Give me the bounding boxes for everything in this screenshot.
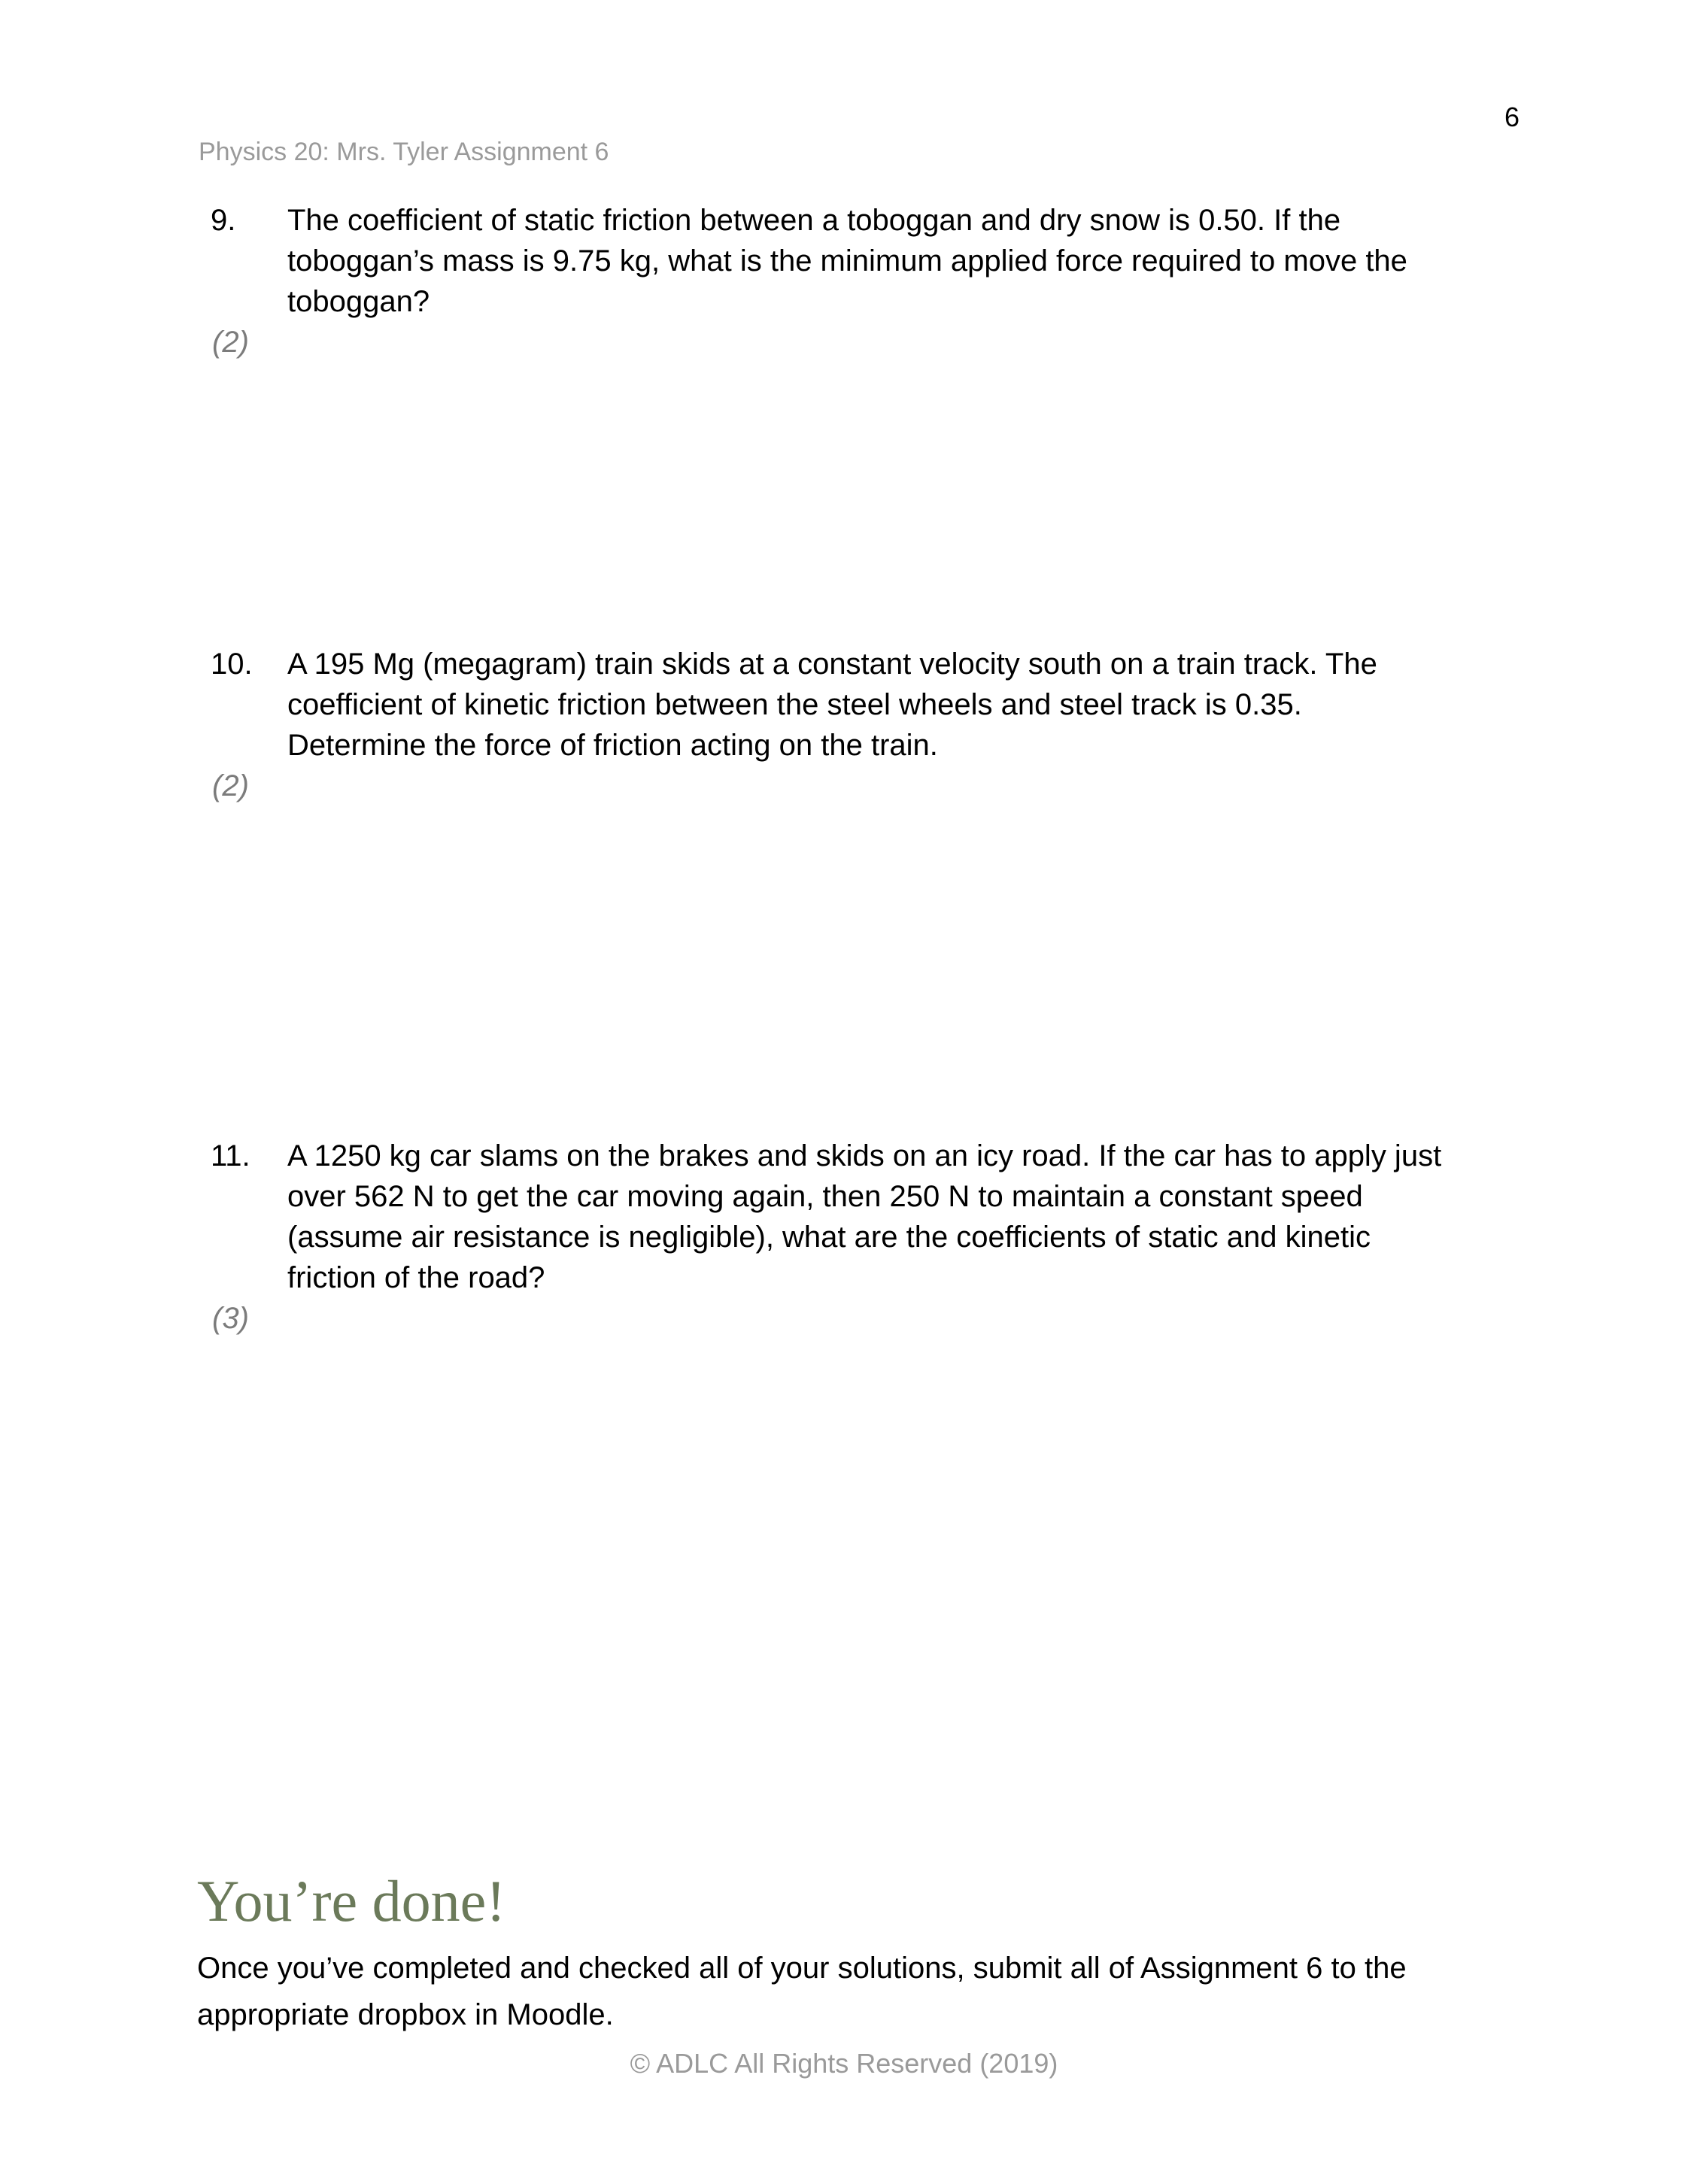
question-line: friction of the road?	[287, 1261, 545, 1294]
question-line: toboggan?	[287, 285, 430, 318]
question-text	[287, 200, 1641, 322]
done-heading: You’re done!	[197, 1868, 506, 1934]
question-line: (assume air resistance is negligible), what are the coefficients of static and kinetic	[287, 1221, 1371, 1254]
question-number: 9.	[211, 204, 236, 237]
question-line: Determine the force of friction acting on the train.	[287, 729, 938, 762]
question-marks: (2)	[212, 769, 249, 802]
question-line: A 195 Mg (megagram) train skids at a constant velocity south on a train track. The	[287, 648, 1377, 681]
question-line: over 562 N to get the car moving again, then 250 N to maintain a constant speed	[287, 1180, 1363, 1213]
instruction-line: appropriate dropbox in Moodle.	[197, 1998, 614, 2031]
copyright-footer: © ADLC All Rights Reserved (2019)	[630, 2048, 1058, 2079]
question-line: A 1250 kg car slams on the brakes and skids on an icy road. If the car has to apply just	[287, 1139, 1442, 1172]
page-number: 6	[1504, 102, 1520, 132]
question-number: 11.	[211, 1139, 250, 1172]
question-number: 10.	[211, 648, 253, 681]
question-marks: (2)	[212, 326, 249, 359]
question-text	[287, 644, 1641, 766]
question-line: The coefficient of static friction between a toboggan and dry snow is 0.50. If the	[287, 204, 1341, 237]
done-instructions	[197, 1945, 1551, 2038]
question-text	[287, 1136, 1641, 1298]
running-header: Physics 20: Mrs. Tyler Assignment 6	[199, 138, 609, 166]
question-marks: (3)	[212, 1302, 249, 1335]
question-line: toboggan’s mass is 9.75 kg, what is the minimum applied force required to move the	[287, 244, 1407, 278]
question-line: coefficient of kinetic friction between the steel wheels and steel track is 0.35.	[287, 688, 1302, 721]
instruction-line: Once you’ve completed and checked all of your solutions, submit all of Assignment 6 to the	[197, 1952, 1407, 1985]
